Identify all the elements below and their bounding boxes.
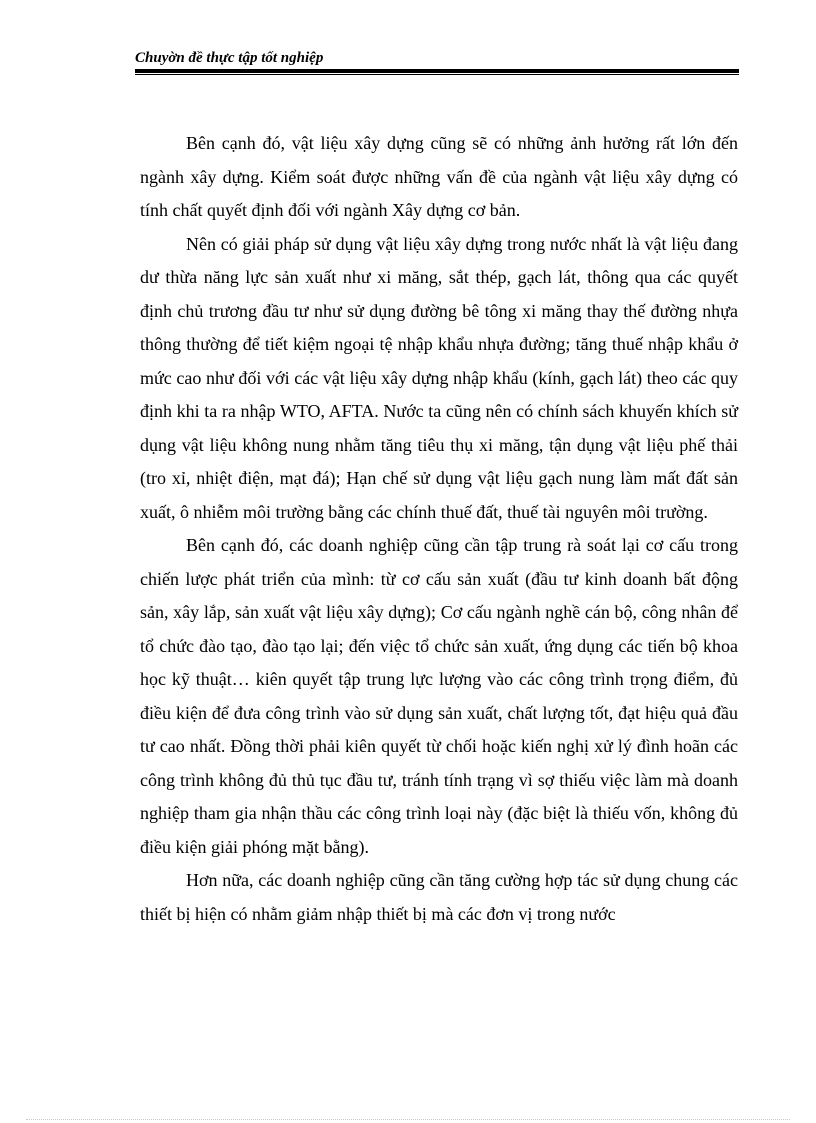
paragraph-3: Bên cạnh đó, các doanh nghiệp cũng cần tập trung rà soát lại cơ cấu trong chiến lược phát triển của mình: từ cơ cấu sản xuất (đầu tư kinh doanh bất động sản, xây lắp, sản xuất vật liệu xây dựng); Cơ cấu ngành nghề cán bộ, công nhân để tổ chức đào tạo, đào tạo lại; đến việc tổ chức sản xuất, ứng dụng các tiến bộ khoa học kỹ thuật… kiên quyết tập trung lực lượng vào các công trình trọng điểm, đủ điều kiện để đưa công trình vào sử dụng sản xuất, chất lượng tốt, đạt hiệu quả đầu tư cao nhất. Đồng thời phải kiên quyết từ chối hoặc kiến nghị xử lý đình hoãn các công trình không đủ thủ tục đầu tư, tránh tính trạng vì sợ thiếu việc làm mà doanh nghiệp tham gia nhận thầu các công trình loại này (đặc biệt là thiếu vốn, không đủ điều kiện giải phóng mặt bằng). bbox=[140, 535, 738, 857]
paragraph-2: Nên có giải pháp sử dụng vật liệu xây dựng trong nước nhất là vật liệu đang dư thừa năng lực sản xuất như xi măng, sắt thép, gạch lát, thông qua các quyết định chủ trương đầu tư như sử dụng đường bê tông xi măng thay thế đường nhựa thông thường để tiết kiệm ngoại tệ nhập khẩu nhựa đường; tăng thuế nhập khẩu ở mức cao như đối với các vật liệu xây dựng nhập khẩu (kính, gạch lát) theo các quy định khi ta ra nhập WTO, AFTA. Nước ta cũng nên có chính sách khuyến khích sử dụng vật liệu không nung nhằm tăng tiêu thụ xi măng, tận dụng vật liệu phế thải (tro xỉ, nhiệt điện, mạt đá); Hạn chế sử dụng vật liệu gạch nung làm mất đất sản xuất, ô nhiễm môi trường bằng các chính thuế đất, thuế tài nguyên môi trường. bbox=[140, 233, 738, 522]
paragraph-4: Hơn nữa, các doanh nghiệp cũng cần tăng cường hợp tác sử dụng chung các thiết bị hiện có nhằm giảm nhập thiết bị mà các đơn vị trong nước bbox=[140, 870, 738, 924]
header-rule bbox=[135, 69, 739, 76]
header-rule-thick bbox=[135, 69, 739, 73]
page-bottom-divider bbox=[26, 1119, 790, 1120]
header-rule-thin bbox=[135, 74, 739, 75]
paragraph-1: Bên cạnh đó, vật liệu xây dựng cũng sẽ có những ảnh hưởng rất lớn đến ngành xây dựng. Kiểm soát được những vấn đề của ngành vật liệu xây dựng có tính chất quyết định đối với ngành Xây dựng cơ bản. bbox=[140, 133, 738, 220]
header-title: Chuyờn đề thực tập tốt nghiệp bbox=[135, 50, 324, 66]
page-header bbox=[135, 49, 739, 67]
document-body bbox=[140, 127, 738, 931]
